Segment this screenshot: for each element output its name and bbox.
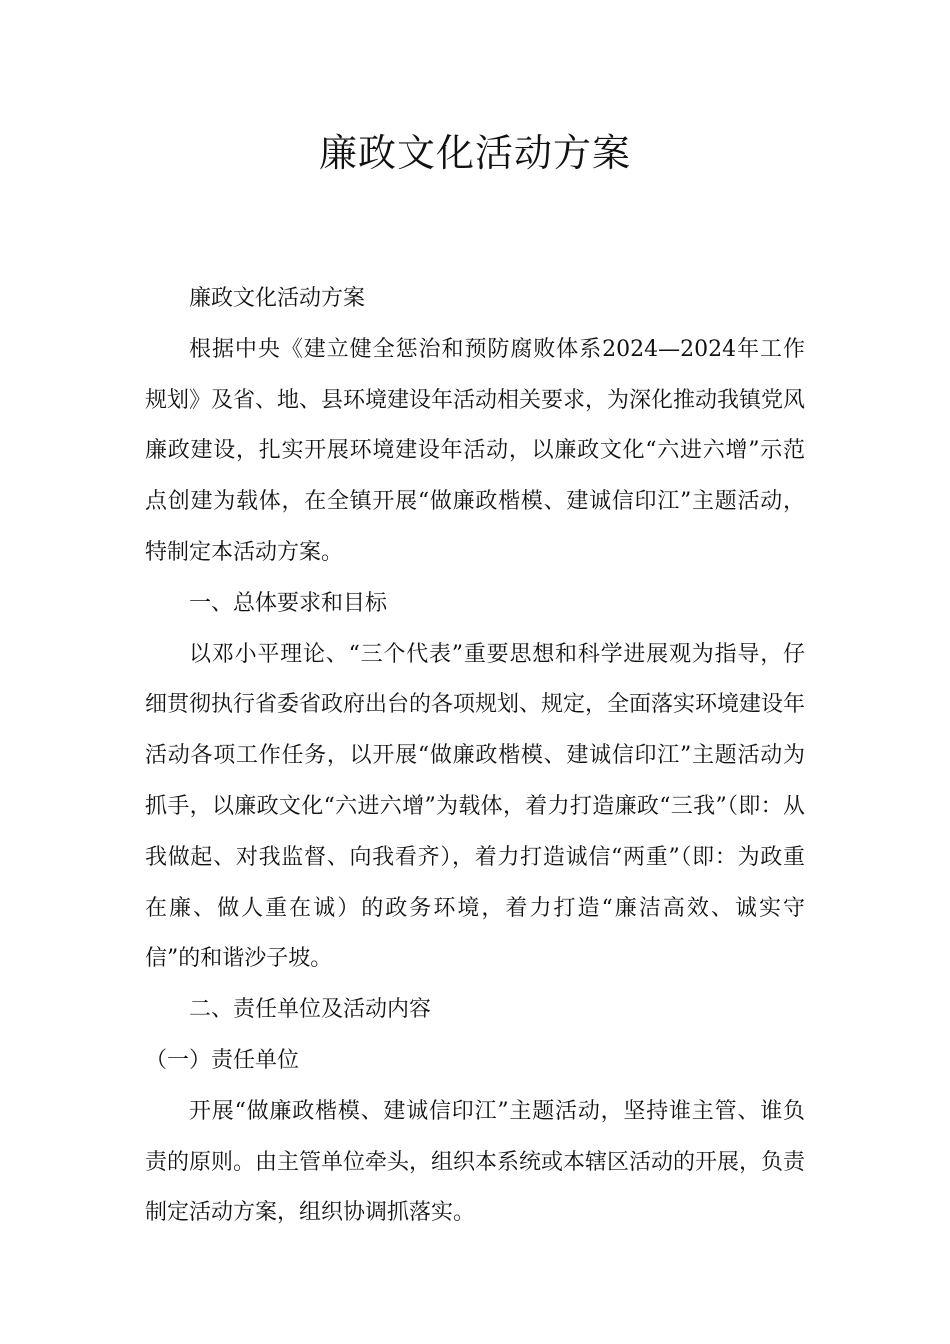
paragraph-heading-repeat: 廉政文化活动方案 [189, 286, 366, 311]
section-heading-2: 二、责任单位及活动内容 [189, 997, 432, 1023]
document-body [145, 274, 805, 1239]
paragraph-goals: 以邓小平理论、“三个代表”重要思想和科学进展观为指导，仔细贯彻执行省委省政府出台的各项规划、规定，全面落实环境建设年活动各项工作任务，以开展“做廉政楷模、建诚信印江”主题活动为抓手，以廉政文化“六进六增”为载体，着力打造廉政“三我”（即：从我做起、对我监督、向我看齐），着力打造诚信“两重”（即：为政重在廉、做人重在诚）的政务环境，着力打造“廉洁高效、诚实守信”的和谐沙子坡。 [145, 641, 806, 972]
section-heading-1: 一、总体要求和目标 [189, 590, 388, 616]
paragraph-intro: 根据中央《建立健全惩治和预防腐败体系2024—2024年工作规划》及省、地、县环境建设年活动相关要求，为深化推动我镇党风廉政建设，扎实开展环境建设年活动，以廉政文化“六进六增”示范点创建为载体，在全镇开展“做廉政楷模、建诚信印江”主题活动，特制定本活动方案。 [145, 336, 806, 565]
subsection-heading-1: （一）责任单位 [145, 1047, 300, 1073]
document-title: 廉政文化活动方案 [318, 131, 631, 175]
paragraph-responsibility: 开展“做廉政楷模、建诚信印江”主题活动，坚持谁主管、谁负责的原则。由主管单位牵头，组织本系统或本辖区活动的开展，负责制定活动方案，组织协调抓落实。 [145, 1098, 806, 1226]
